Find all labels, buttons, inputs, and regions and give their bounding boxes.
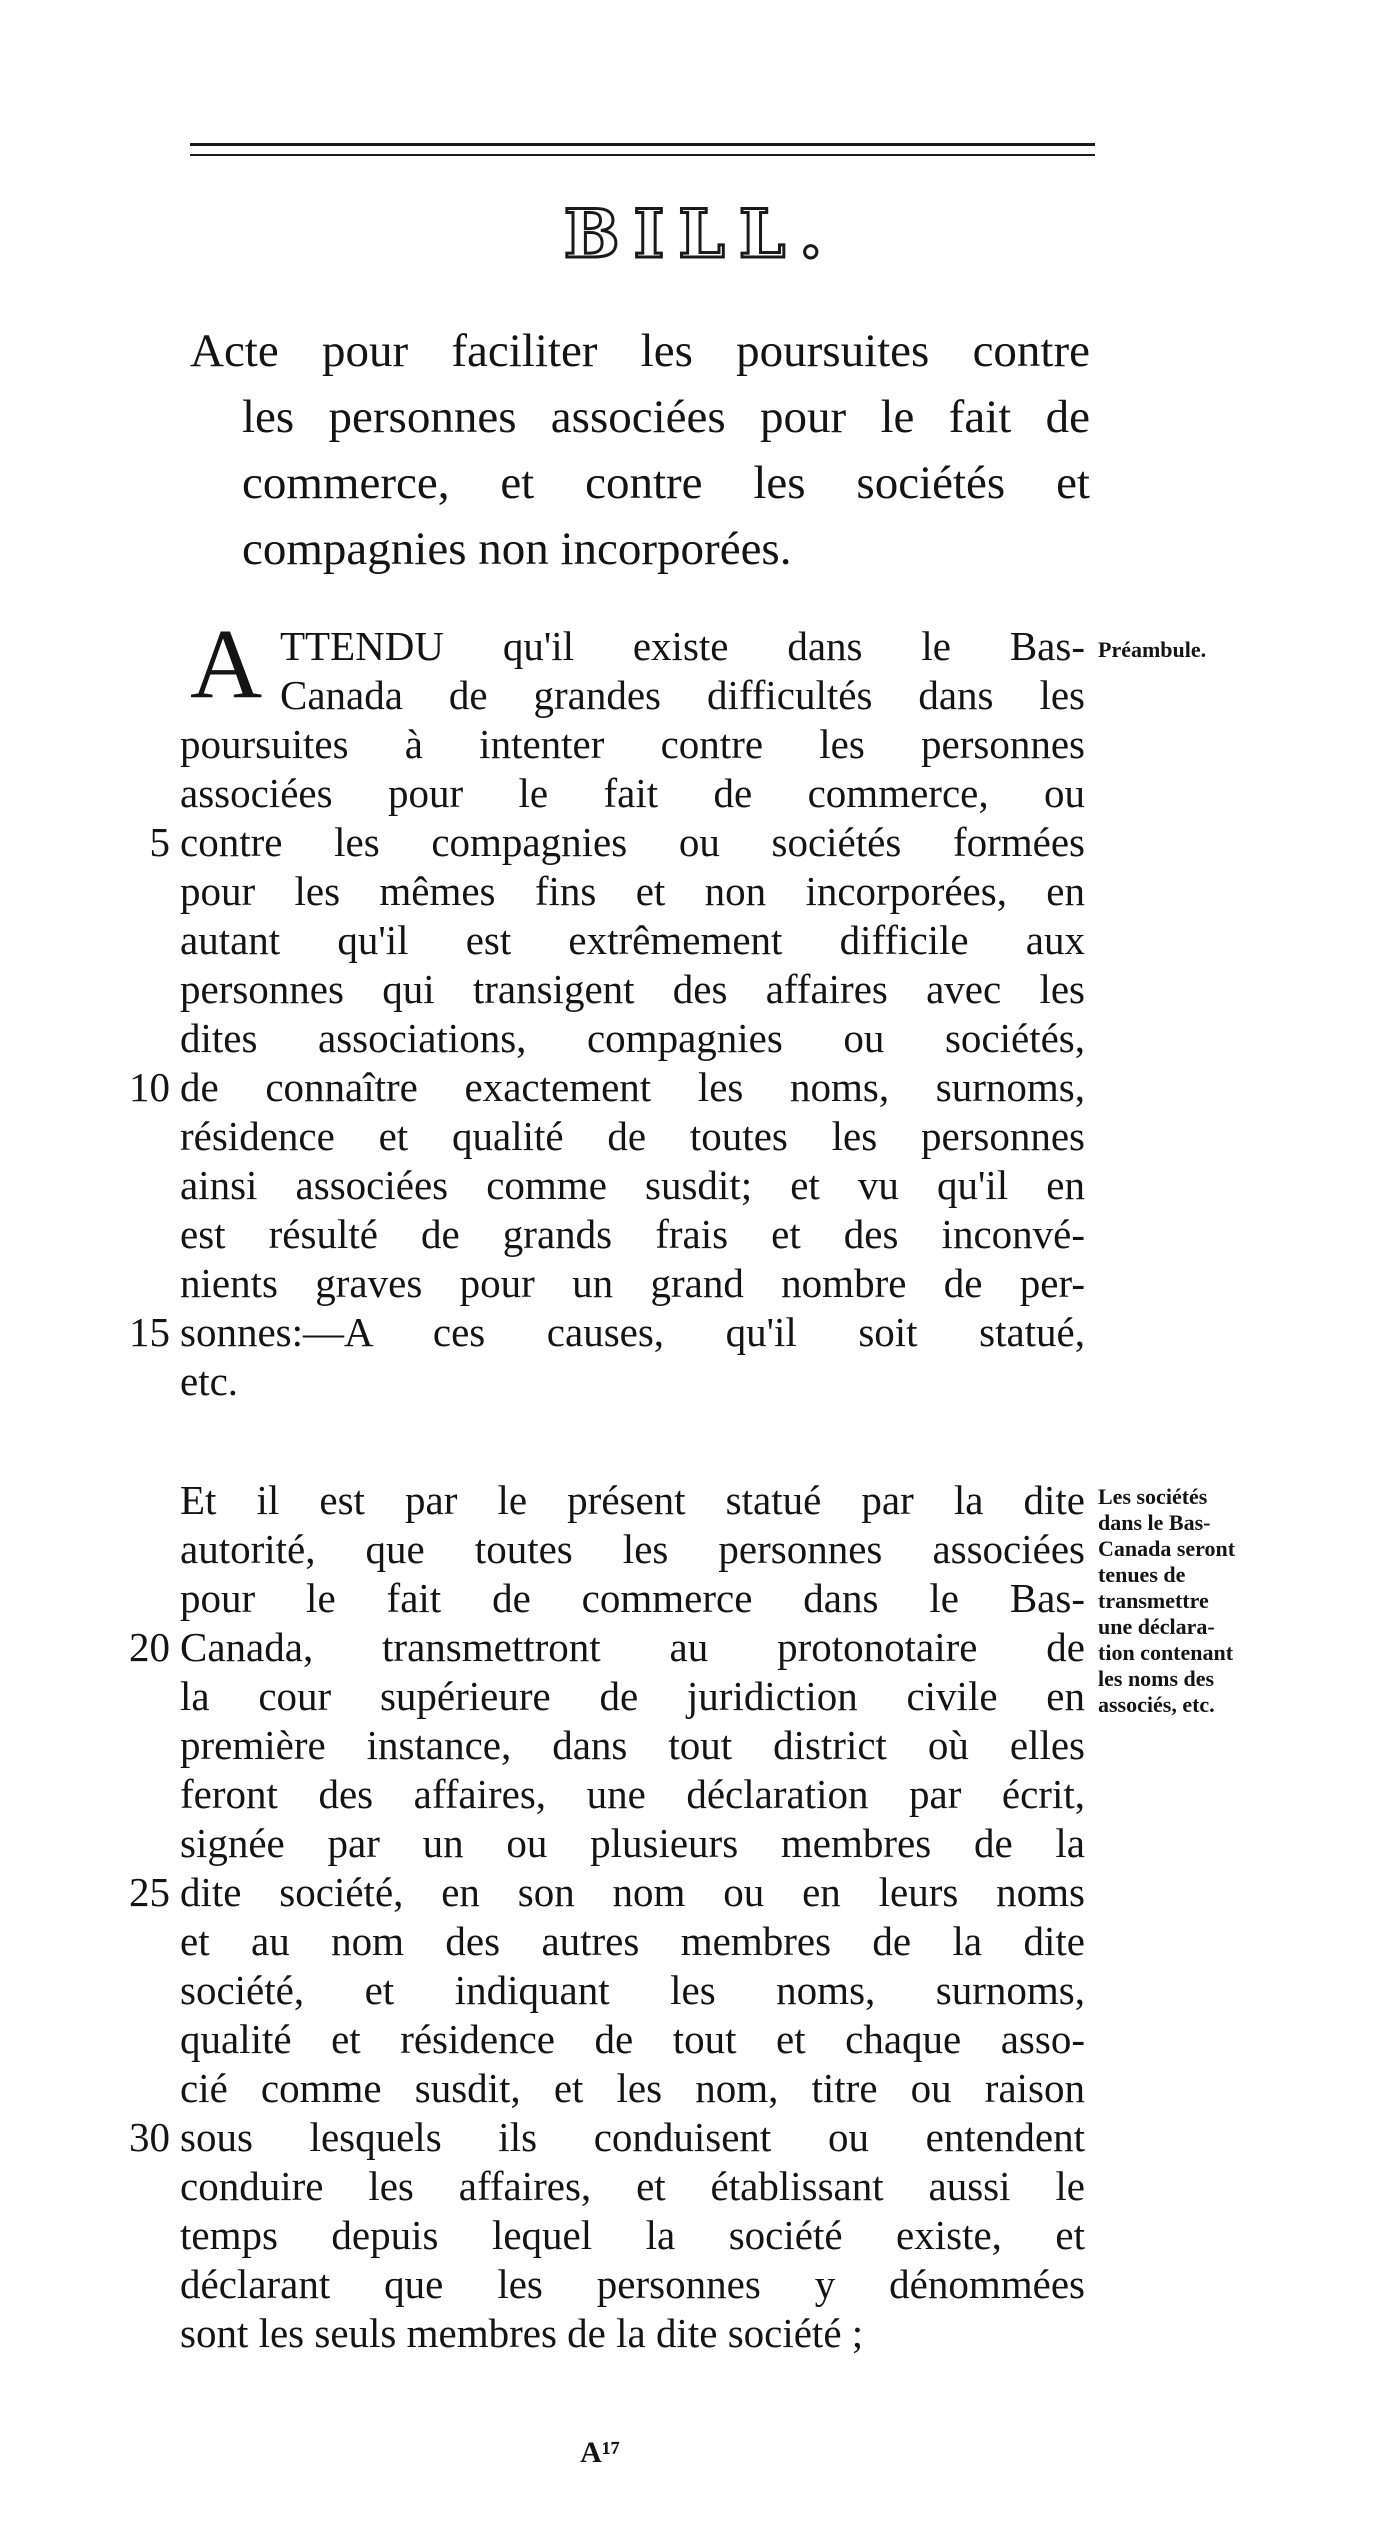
top-rule-thin [190, 154, 1095, 156]
margin-note-line: dans le Bas- [1098, 1510, 1211, 1535]
text-line: feront des affaires, une déclaration par écrit, [180, 1771, 1085, 1817]
act-title-line: compagnies non incorporées. [242, 523, 792, 575]
act-title-line: les personnes associées pour le fait de [242, 391, 1090, 443]
line-number: 15 [129, 1309, 170, 1355]
text-line: temps depuis lequel la société existe, et [180, 2212, 1085, 2258]
text-line: autant qu'il est extrêmement difficile aux [180, 917, 1085, 963]
margin-note-line: tion contenant [1098, 1640, 1234, 1665]
line-number: 10 [129, 1064, 170, 1110]
top-rule-thick [190, 143, 1095, 146]
signature-mark: A¹⁷ [580, 2436, 620, 2469]
text-line: conduire les affaires, et établissant aussi le [180, 2163, 1085, 2209]
drop-cap: A [190, 608, 263, 719]
line-number: 5 [149, 819, 170, 865]
line-number: 30 [129, 2114, 170, 2160]
text-line: poursuites à intenter contre les personnes [180, 721, 1085, 767]
text-line: ainsi associées comme susdit; et vu qu'il en [180, 1162, 1085, 1208]
line-number: 25 [129, 1869, 170, 1915]
section-text [180, 1476, 1085, 2358]
text-line: est résulté de grands frais et des inconvé- [180, 1211, 1085, 1257]
text-line: pour les mêmes fins et non incorporées, en [180, 868, 1085, 914]
text-line: signée par un ou plusieurs membres de la [180, 1820, 1085, 1866]
text-line: Canada de grandes difficultés dans les [280, 672, 1085, 718]
text-line: déclarant que les personnes y dénommées [180, 2261, 1085, 2307]
text-line: autorité, que toutes les personnes associées [180, 1526, 1085, 1572]
text-line: Canada, transmettront au protonotaire de [180, 1624, 1085, 1670]
line-number: 20 [129, 1624, 170, 1670]
page-title: BILL. [563, 195, 837, 273]
text-line: sont les seuls membres de la dite société ; [180, 2310, 864, 2356]
text-line: pour le fait de commerce dans le Bas- [180, 1575, 1085, 1621]
margin-note-line: transmettre [1098, 1588, 1209, 1613]
preamble-text [180, 622, 1085, 1406]
text-line: etc. [180, 1358, 239, 1404]
margin-note-line: une déclara- [1098, 1614, 1215, 1639]
text-line: cié comme susdit, et les nom, titre ou raison [180, 2065, 1085, 2111]
text-line: et au nom des autres membres de la dite [180, 1918, 1085, 1964]
margin-note-line: les noms des [1098, 1666, 1215, 1691]
text-line: nients graves pour un grand nombre de per- [180, 1260, 1085, 1306]
text-line: personnes qui transigent des affaires avec les [180, 966, 1085, 1012]
text-line: qualité et résidence de tout et chaque asso- [180, 2016, 1085, 2062]
margin-note-line: Canada seront [1098, 1536, 1236, 1561]
text-line: dites associations, compagnies ou sociétés, [180, 1015, 1085, 1061]
text-line: sous lesquels ils conduisent ou entendent [180, 2114, 1085, 2160]
text-line: la cour supérieure de juridiction civile en [180, 1673, 1085, 1719]
text-line: TTENDU qu'il existe dans le Bas- [280, 623, 1085, 669]
text-line: société, et indiquant les noms, surnoms, [180, 1967, 1085, 2013]
text-line: sonnes:—A ces causes, qu'il soit statué, [180, 1309, 1085, 1355]
text-line: dite société, en son nom ou en leurs noms [180, 1869, 1085, 1915]
text-line: de connaître exactement les noms, surnoms, [180, 1064, 1085, 1110]
text-line: contre les compagnies ou sociétés formées [180, 819, 1085, 865]
text-line: résidence et qualité de toutes les personnes [180, 1113, 1085, 1159]
text-line: première instance, dans tout district où elles [180, 1722, 1085, 1768]
margin-note-line: Les sociétés [1098, 1484, 1208, 1509]
margin-note-line: tenues de [1098, 1562, 1186, 1587]
act-title-line: Acte pour faciliter les poursuites contre [190, 325, 1090, 377]
text-line: Et il est par le présent statué par la dite [180, 1477, 1085, 1523]
text-line: associées pour le fait de commerce, ou [180, 770, 1085, 816]
act-title [190, 318, 1090, 582]
margin-note-preamble: Préambule. [1098, 637, 1207, 662]
margin-note-section [1098, 1484, 1298, 1718]
margin-note-line: associés, etc. [1098, 1692, 1215, 1717]
act-title-line: commerce, et contre les sociétés et [242, 457, 1090, 509]
